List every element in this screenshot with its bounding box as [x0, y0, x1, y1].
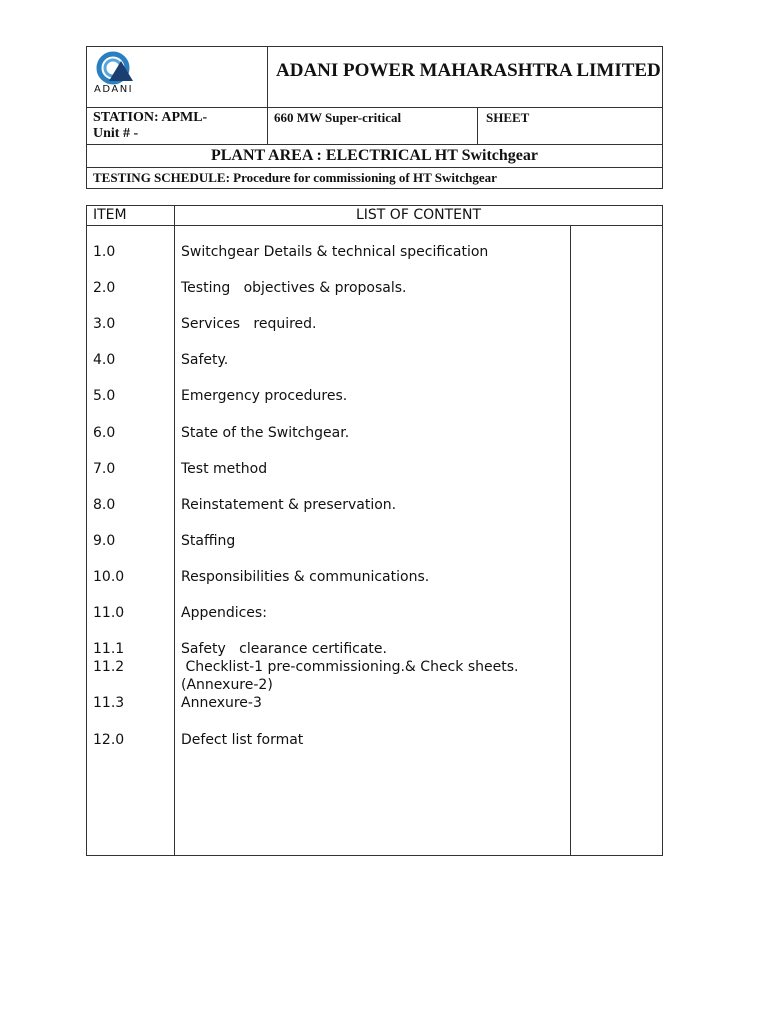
station-info: [87, 108, 268, 144]
table-of-contents: [86, 205, 663, 856]
toc-item-number: 4.0: [93, 352, 116, 368]
toc-item-text: Test method: [181, 461, 268, 477]
toc-item-text: Annexure-3: [181, 695, 262, 711]
document-header: [86, 46, 663, 189]
company-name: ADANI POWER MAHARASHTRA LIMITED: [276, 60, 661, 81]
logo-wordmark: ADANI: [94, 84, 134, 95]
toc-item-number: 11.0: [93, 605, 125, 621]
toc-item-number: 6.0: [93, 425, 116, 441]
toc-item-text: Reinstatement & preservation.: [181, 497, 397, 513]
toc-item-number: 11.2: [93, 659, 125, 675]
toc-item-number: 11.3: [93, 695, 125, 711]
toc-item-number: 8.0: [93, 497, 116, 513]
toc-item-text: Defect list format: [181, 732, 304, 748]
plant-area-title: PLANT AREA : ELECTRICAL HT Switchgear: [210, 147, 538, 164]
toc-item-text: Emergency procedures.: [181, 388, 348, 404]
item-column-header: ITEM: [87, 206, 175, 225]
capacity-info: 660 MW Super-critical: [268, 108, 478, 144]
sheet-label: SHEET: [486, 110, 530, 125]
toc-item-text: Services required.: [181, 316, 317, 332]
column-divider: [174, 206, 175, 855]
toc-item-number: 7.0: [93, 461, 116, 477]
toc-item-text: Safety.: [181, 352, 229, 368]
toc-item-text: Safety clearance certificate.: [181, 641, 387, 657]
toc-item-number: 1.0: [93, 244, 116, 260]
toc-item-number: 2.0: [93, 280, 116, 296]
toc-item-number: 5.0: [93, 388, 116, 404]
company-logo: [87, 47, 268, 107]
toc-item-text: Staffing: [181, 533, 236, 549]
toc-item-number: 12.0: [93, 732, 125, 748]
toc-item-number: 10.0: [93, 569, 125, 585]
testing-schedule: TESTING SCHEDULE: Procedure for commissioning of HT Switchgear: [93, 170, 497, 185]
toc-item-number: 9.0: [93, 533, 116, 549]
toc-item-text: Responsibilities & communications.: [181, 569, 430, 585]
toc-item-text: Checklist-1 pre-commissioning.& Check sheets.: [181, 659, 519, 675]
station-line: STATION: APML-: [93, 110, 208, 125]
toc-item-number: 11.1: [93, 641, 125, 657]
toc-item-text: State of the Switchgear.: [181, 425, 350, 441]
toc-item-text: Testing objectives & proposals.: [181, 280, 407, 296]
adani-logo-icon: [93, 51, 139, 85]
toc-item-text: Appendices:: [181, 605, 267, 621]
unit-line: Unit # -: [93, 126, 139, 141]
toc-item-number: 3.0: [93, 316, 116, 332]
content-column-header: LIST OF CONTENT: [355, 207, 482, 223]
toc-item-text: Switchgear Details & technical specification: [181, 244, 489, 260]
toc-item-text: (Annexure-2): [181, 677, 273, 693]
column-divider: [570, 225, 571, 855]
